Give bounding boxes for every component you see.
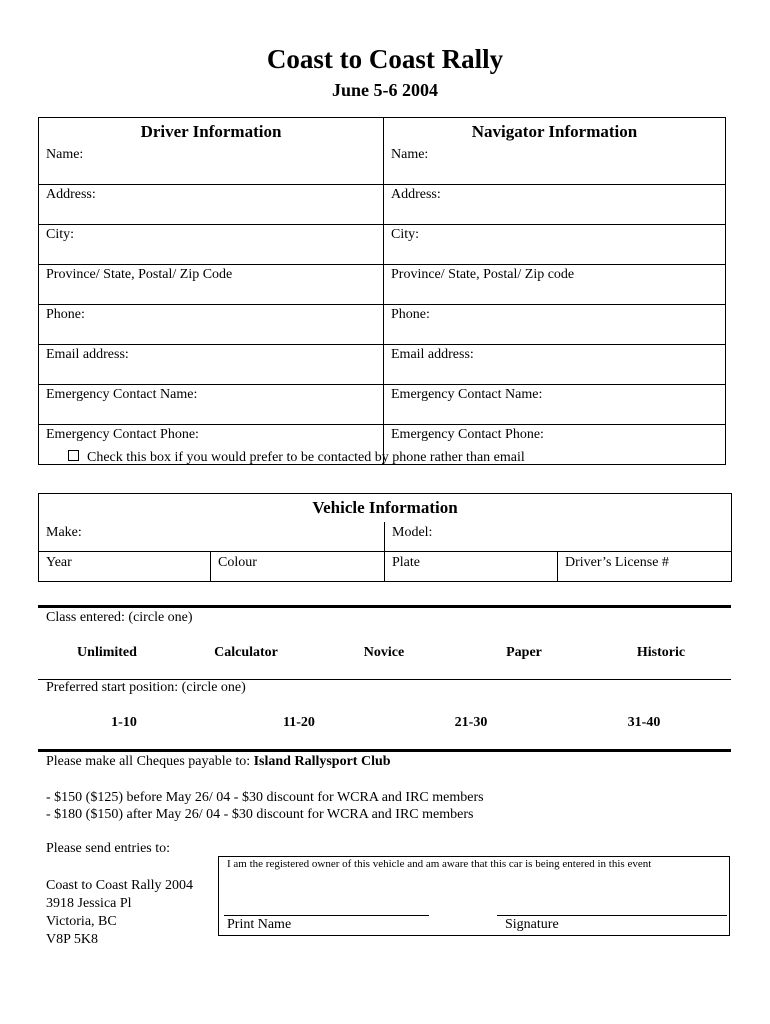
section-divider — [38, 605, 731, 608]
start-option-11-20[interactable]: 11-20 — [283, 715, 315, 730]
owner-statement: I am the registered owner of this vehicle and am aware that this car is being entered in this event — [227, 858, 652, 870]
print-name-line[interactable] — [224, 915, 429, 916]
navigator-phone-field[interactable]: Phone: — [384, 305, 726, 345]
signature-line[interactable] — [497, 915, 727, 916]
signature-label: Signature — [505, 917, 559, 932]
event-date: June 5-6 2004 — [331, 80, 438, 100]
vehicle-year-field[interactable]: Year — [39, 552, 211, 582]
navigator-name-field[interactable]: Name: — [384, 145, 726, 185]
fee-early: - $150 ($125) before May 26/ 04 - $30 discount for WCRA and IRC members — [46, 790, 484, 805]
class-option-novice[interactable]: Novice — [363, 645, 405, 660]
phone-contact-checkbox[interactable] — [68, 450, 79, 461]
fee-late: - $180 ($150) after May 26/ 04 - $30 discount for WCRA and IRC members — [46, 807, 474, 822]
address-line: 3918 Jessica Pl — [46, 896, 132, 911]
class-option-unlimited[interactable]: Unlimited — [77, 645, 137, 660]
driver-email-field[interactable]: Email address: — [39, 345, 384, 385]
section-divider — [38, 749, 731, 752]
class-entered-label: Class entered: (circle one) — [46, 610, 193, 625]
driver-name-field[interactable]: Name: — [39, 145, 384, 185]
phone-contact-option — [68, 450, 525, 466]
class-option-paper[interactable]: Paper — [506, 645, 542, 660]
navigator-address-field[interactable]: Address: — [384, 185, 726, 225]
navigator-emergency-name-field[interactable]: Emergency Contact Name: — [384, 385, 726, 425]
start-option-31-40[interactable]: 31-40 — [627, 715, 661, 730]
navigator-email-field[interactable]: Email address: — [384, 345, 726, 385]
payment-instruction — [46, 754, 391, 770]
payment-prefix: Please make all Cheques payable to: — [46, 754, 254, 769]
navigator-info-heading: Navigator Information — [384, 118, 726, 146]
send-entries-label: Please send entries to: — [46, 841, 171, 856]
phone-contact-label: Check this box if you would prefer to be contacted by phone rather than email — [87, 450, 525, 465]
class-option-calculator[interactable]: Calculator — [214, 645, 278, 660]
start-position-label: Preferred start position: (circle one) — [46, 680, 246, 695]
drivers-license-field[interactable]: Driver’s License # — [558, 552, 732, 582]
driver-address-field[interactable]: Address: — [39, 185, 384, 225]
driver-emergency-name-field[interactable]: Emergency Contact Name: — [39, 385, 384, 425]
vehicle-plate-field[interactable]: Plate — [385, 552, 558, 582]
start-option-1-10[interactable]: 1-10 — [111, 715, 137, 730]
navigator-province-postal-field[interactable]: Province/ State, Postal/ Zip code — [384, 265, 726, 305]
driver-info-heading: Driver Information — [39, 118, 384, 146]
driver-navigator-table — [38, 117, 726, 465]
payee-name: Island Rallysport Club — [253, 754, 391, 769]
driver-province-postal-field[interactable]: Province/ State, Postal/ Zip Code — [39, 265, 384, 305]
vehicle-model-field[interactable]: Model: — [385, 522, 732, 552]
print-name-label: Print Name — [227, 917, 292, 932]
form-title: Coast to Coast Rally — [266, 44, 504, 74]
class-option-historic[interactable]: Historic — [636, 645, 686, 660]
vehicle-colour-field[interactable]: Colour — [211, 552, 385, 582]
driver-phone-field[interactable]: Phone: — [39, 305, 384, 345]
address-line: V8P 5K8 — [46, 932, 98, 947]
driver-city-field[interactable]: City: — [39, 225, 384, 265]
vehicle-make-field[interactable]: Make: — [39, 522, 385, 552]
start-option-21-30[interactable]: 21-30 — [454, 715, 488, 730]
address-line: Coast to Coast Rally 2004 — [46, 878, 193, 893]
address-line: Victoria, BC — [46, 914, 117, 929]
vehicle-info-table — [38, 493, 732, 582]
mailing-address — [46, 877, 193, 949]
driver-emergency-phone-field[interactable]: Emergency Contact Phone: — [39, 425, 384, 465]
navigator-city-field[interactable]: City: — [384, 225, 726, 265]
vehicle-info-heading: Vehicle Information — [39, 494, 732, 523]
navigator-emergency-phone-field[interactable]: Emergency Contact Phone: — [384, 425, 726, 465]
